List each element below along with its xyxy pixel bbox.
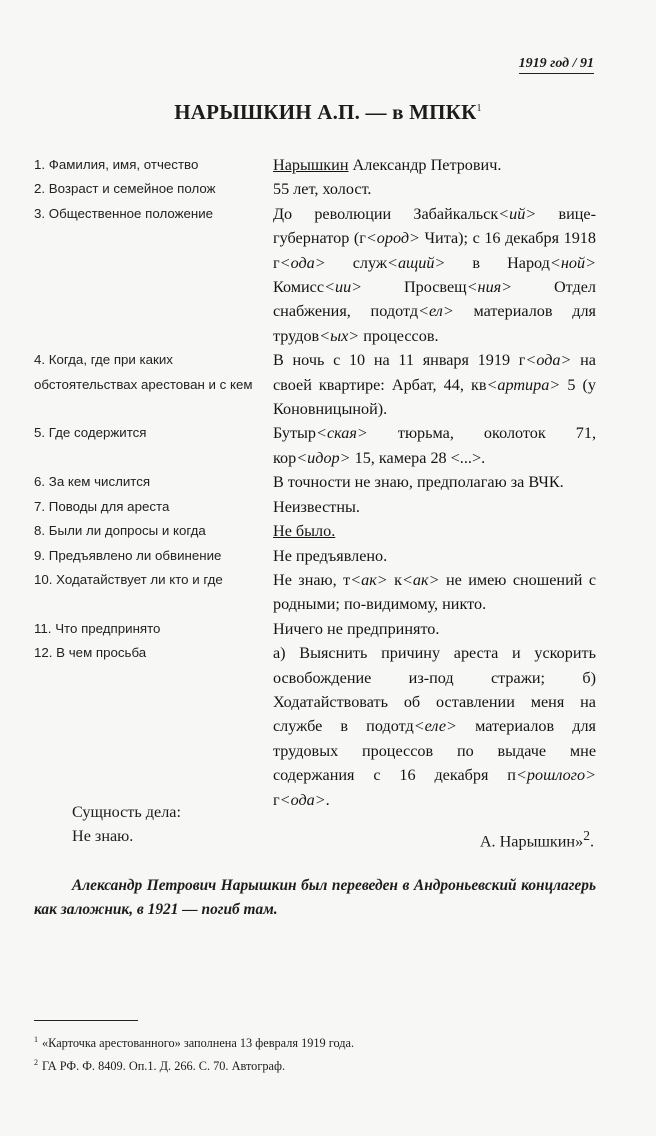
- page-header: 1919 год / 91: [519, 56, 594, 74]
- answer-text: [273, 470, 596, 494]
- qa-row: [34, 544, 596, 568]
- answer-segment: В точности не знаю, предполагаю за ВЧК.: [273, 473, 564, 492]
- qa-row: [34, 348, 596, 421]
- answer-segment: <еле>: [413, 717, 457, 736]
- answer-text: [273, 617, 596, 641]
- answer-segment: .: [325, 790, 330, 809]
- answer-text: [273, 568, 596, 617]
- answer-segment: Просвещ: [362, 278, 467, 297]
- answer-segment: <ии>: [324, 278, 363, 297]
- answer-segment: 15, камера 28 <...>.: [350, 448, 486, 467]
- qa-row: [34, 177, 596, 201]
- answer-segment: <ащий>: [387, 253, 446, 272]
- question-label: 5. Где содержится: [34, 425, 147, 441]
- title-text: НАРЫШКИН А.П. — в МПКК: [174, 100, 477, 124]
- answer-segment: В ночь с 10 на 11 января 1919 г: [273, 351, 526, 370]
- qa-row: [34, 495, 596, 519]
- footnotes: [34, 1030, 594, 1076]
- answer-segment: Комисс: [273, 278, 325, 297]
- question-label: 2. Возраст и семейное полож: [34, 181, 216, 197]
- answer-segment: <ода>: [525, 351, 572, 370]
- answer-segment: <рошлого>: [515, 766, 596, 785]
- answer-segment: <ская>: [316, 424, 368, 443]
- answer-segment: <ак>: [350, 570, 388, 589]
- footnote-divider: [34, 1020, 138, 1021]
- question-label: 9. Предъявлено ли обвинение: [34, 547, 222, 563]
- essence-block: [72, 800, 594, 853]
- answer-segment: <ород>: [365, 229, 420, 248]
- answer-text: [273, 348, 596, 421]
- answer-segment: процессов.: [359, 326, 439, 345]
- answer-segment: на своей квартире: Арбат, 44, кв: [273, 351, 596, 394]
- answer-segment: материалов для трудовых процессов по выдаче мне содержания с 16 декабря п: [273, 717, 596, 785]
- answer-segment: До революции Забайкальск: [273, 204, 499, 223]
- answer-segment: Не предъявлено.: [273, 546, 388, 565]
- answer-text: [273, 153, 596, 177]
- answer-segment: Отдел снабжения, подотд: [273, 278, 596, 321]
- answer-segment: Неизвестны.: [273, 497, 360, 516]
- answer-segment: <ий>: [498, 204, 537, 223]
- answer-segment: Нарышкин: [273, 156, 349, 174]
- answer-segment: в Народ: [445, 253, 550, 272]
- footnote: [34, 1030, 594, 1053]
- answer-segment: <ел>: [418, 302, 454, 321]
- answer-segment: не имею сношений с родными; по-видимому, никто.: [273, 570, 596, 614]
- answer-segment: Бутыр: [273, 424, 317, 443]
- signature-footnote-ref: 2: [583, 828, 590, 843]
- answer-text: [273, 421, 596, 470]
- answer-text: [273, 544, 596, 568]
- answer-segment: материалов для трудов: [273, 302, 596, 345]
- question-label: 3. Общественное положение: [34, 205, 214, 221]
- qa-row: [34, 641, 596, 812]
- answer-segment: 5 (у Коновницыной).: [273, 375, 596, 419]
- footnote-number: 2: [34, 1058, 38, 1068]
- answer-segment: <ода>: [279, 790, 326, 809]
- question-label: 4. Когда, где при каких обстоятельствах арестован и с кем: [34, 352, 253, 392]
- answer-text: [273, 495, 596, 519]
- qa-row: [34, 421, 596, 470]
- qa-row: [34, 202, 596, 348]
- answer-text: [273, 177, 596, 201]
- answer-text: [273, 519, 596, 543]
- essence-label: Сущность дела:: [72, 803, 181, 821]
- answer-segment: 55 лет, холост.: [273, 180, 372, 199]
- question-label: 1. Фамилия, имя, отчество: [34, 157, 199, 172]
- essence-value: Не знаю.: [72, 827, 134, 845]
- signature: А. Нарышкин»$^2$.: [479, 828, 594, 851]
- answer-segment: Чита); с 16 декабря 1918 г: [273, 229, 596, 272]
- answer-segment: вице-губернатор (г: [273, 204, 597, 248]
- answer-segment: <ной>: [549, 253, 596, 272]
- answer-segment: к: [387, 570, 402, 589]
- answer-segment: <ых>: [319, 326, 360, 345]
- answer-segment: Ничего не предпринято.: [273, 619, 440, 638]
- qa-row: [34, 470, 596, 494]
- footnote: [34, 1053, 594, 1076]
- answer-segment: <ода>: [279, 253, 326, 272]
- answer-segment: Не было.: [273, 522, 336, 541]
- answer-segment: <артира>: [486, 375, 561, 394]
- qa-row: [34, 568, 596, 617]
- answer-segment: тюрьма, околоток 71, кор: [273, 424, 596, 467]
- qa-row: [34, 153, 596, 177]
- answer-segment: <идор>: [296, 448, 351, 467]
- qa-row: [34, 519, 596, 543]
- qa-row: [34, 617, 596, 641]
- answer-segment: служ: [325, 253, 388, 272]
- document-title: [0, 100, 656, 125]
- answer-segment: Александр Петрович.: [348, 156, 502, 174]
- questionnaire: [34, 153, 596, 812]
- answer-segment: г: [273, 790, 280, 809]
- answer-segment: <ния>: [466, 278, 513, 297]
- footnote-text: ГА РФ. Ф. 8409. Оп.1. Д. 266. С. 70. Автограф.: [42, 1059, 286, 1074]
- answer-segment: а) Выяснить причину ареста и ускорить освобождение из-под стражи; б) Ходатайствовать об оставлении меня на службе в подотд: [273, 644, 596, 736]
- question-label: 8. Были ли допросы и когда: [34, 523, 206, 539]
- answer-segment: <ак>: [402, 570, 440, 589]
- question-label: 11. Что предпринято: [34, 620, 161, 636]
- footnote-number: 1: [34, 1035, 38, 1044]
- conclusion-paragraph: Александр Петрович Нарышкин был переведен в Андроньевский концлагерь как заложник, в 1921 — погиб там.: [34, 877, 596, 918]
- question-label: 10. Ходатайствует ли кто и где: [34, 571, 223, 587]
- answer-text: [273, 202, 596, 348]
- title-footnote-ref: 1: [476, 103, 482, 114]
- question-label: 12. В чем просьба: [34, 645, 147, 661]
- footnote-text: «Карточка арестованного» заполнена 13 февраля 1919 года.: [42, 1036, 355, 1051]
- answer-text: [273, 641, 596, 812]
- question-label: 7. Поводы для ареста: [34, 498, 170, 514]
- question-label: 6. За кем числится: [34, 474, 151, 490]
- answer-segment: Не знаю, т: [273, 570, 351, 589]
